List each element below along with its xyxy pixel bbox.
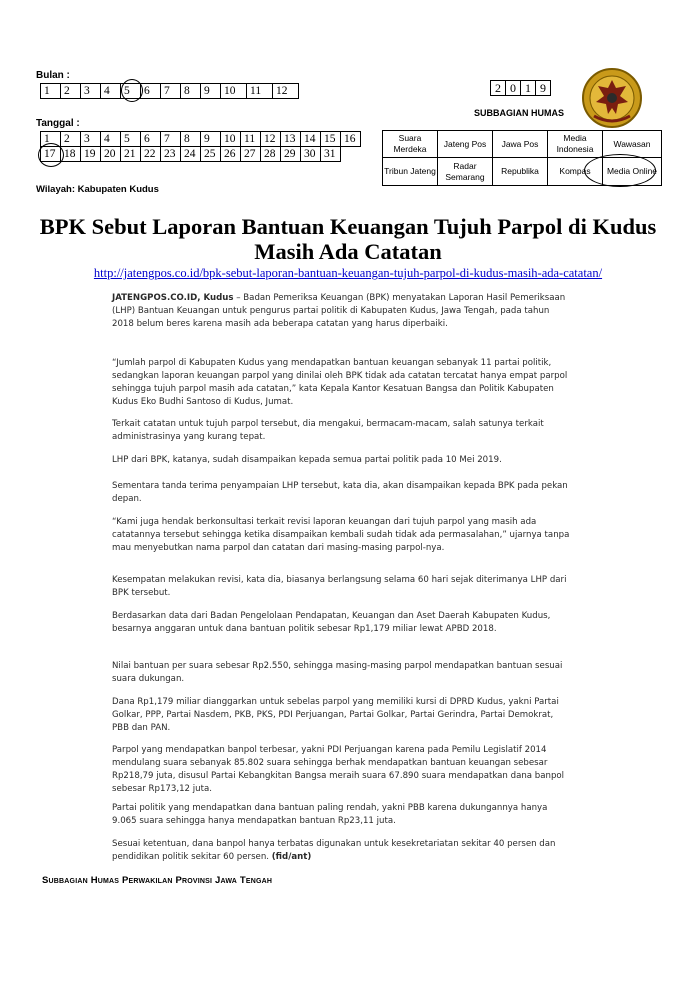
bpk-emblem-icon xyxy=(580,66,644,130)
day-cell: 23 xyxy=(161,147,181,162)
media-cell: Wawasan xyxy=(603,131,662,158)
article-paragraph: Berdasarkan data dari Badan Pengelolaan Pendapatan, Keuangan dan Aset Daerah Kabupaten Kudus, besarnya anggaran untuk dana bantuan politik sebesar Rp1,179 miliar lewat APBD 2018. xyxy=(112,611,551,634)
media-cell: Radar Semarang xyxy=(438,158,493,186)
month-cell: 5 xyxy=(121,84,141,99)
media-cell: Suara Merdeka xyxy=(383,131,438,158)
media-cell: Media Indonesia xyxy=(548,131,603,158)
month-cell: 7 xyxy=(161,84,181,99)
day-cell: 31 xyxy=(321,147,341,162)
article-paragraph: Sesuai ketentuan, dana banpol hanya terbatas digunakan untuk kesekretariatan sekitar 40 persen dan pendidikan politik sekitar 60 persen. (fid/ant) xyxy=(112,839,556,862)
article-paragraph: Terkait catatan untuk tujuh parpol tersebut, dia mengakui, bermacam-macam, salah satunya terkait administrasinya yang kurang tepat. xyxy=(112,419,544,442)
day-cell: 1 xyxy=(41,132,61,147)
day-cell: 26 xyxy=(221,147,241,162)
year-digit: 9 xyxy=(536,81,551,96)
month-cell: 1 xyxy=(41,84,61,99)
media-cell: Media Online xyxy=(603,158,662,186)
article-title: BPK Sebut Laporan Bantuan Keuangan Tujuh Parpol di Kudus Masih Ada Catatan xyxy=(39,214,657,264)
day-cell: 8 xyxy=(181,132,201,147)
subbagian-label: SUBBAGIAN HUMAS xyxy=(474,108,564,118)
day-cell: 14 xyxy=(301,132,321,147)
day-cell: 20 xyxy=(101,147,121,162)
empty-day-cell xyxy=(341,147,361,162)
month-cell: 8 xyxy=(181,84,201,99)
media-cell: Kompas xyxy=(548,158,603,186)
bulan-label: Bulan : xyxy=(36,70,70,81)
article-paragraph: Partai politik yang mendapatkan dana bantuan paling rendah, yakni PBB karena dukungannya hanya 9.065 suara sehingga hanya mendapatkan bantuan Rp23,11 juta. xyxy=(112,803,548,826)
tanggal-label: Tanggal : xyxy=(36,118,80,129)
month-cell: 12 xyxy=(273,84,299,99)
month-cell: 2 xyxy=(61,84,81,99)
day-cell: 29 xyxy=(281,147,301,162)
footer-label: Subbagian Humas Perwakilan Provinsi Jawa Tengah xyxy=(42,875,273,886)
day-cell: 13 xyxy=(281,132,301,147)
year-digit: 2 xyxy=(491,81,506,96)
day-cell: 27 xyxy=(241,147,261,162)
day-cell: 4 xyxy=(101,132,121,147)
day-cell: 16 xyxy=(341,132,361,147)
article-paragraph: LHP dari BPK, katanya, sudah disampaikan kepada semua partai politik pada 10 Mei 2019. xyxy=(112,455,502,465)
month-grid xyxy=(40,83,299,99)
day-cell: 19 xyxy=(81,147,101,162)
day-cell: 11 xyxy=(241,132,261,147)
day-cell: 24 xyxy=(181,147,201,162)
article-paragraph: Dana Rp1,179 miliar dianggarkan untuk sebelas parpol yang memiliki kursi di DPRD Kudus, yakni Partai Golkar, PPP, Partai Nasdem, PKB, PKS, PDI Perjuangan, Partai Golkar, Partai Gerindra, Partai Demokrat, PBB dan PAN. xyxy=(112,697,559,733)
month-cell: 9 xyxy=(201,84,221,99)
year-digit: 1 xyxy=(521,81,536,96)
article-paragraph: Sementara tanda terima penyampaian LHP tersebut, kata dia, akan disampaikan kepada BPK pada pekan depan. xyxy=(112,481,568,504)
media-cell: Republika xyxy=(493,158,548,186)
article-paragraph: “Jumlah parpol di Kabupaten Kudus yang mendapatkan bantuan keuangan sebanyak 11 partai politik, sedangkan laporan keuangan parpol yang dinilai oleh BPK tidak ada catatan tercatat hanya empat parpol sehingga tujuh parpol masih ada catatan,” kata Kepala Kantor Kesatuan Bangsa dan Politik Kabupaten Kudus Eko Budhi Santoso di Kudus, Jumat. xyxy=(112,358,568,407)
selected-day-circle xyxy=(38,143,64,167)
day-cell: 22 xyxy=(141,147,161,162)
day-grid xyxy=(40,131,361,162)
month-cell: 11 xyxy=(247,84,273,99)
month-cell: 4 xyxy=(101,84,121,99)
media-cell: Tribun Jateng xyxy=(383,158,438,186)
day-cell: 7 xyxy=(161,132,181,147)
article-paragraph: Kesempatan melakukan revisi, kata dia, biasanya berlangsung selama 60 hari sejak diterimanya LHP dari BPK tersebut. xyxy=(112,575,567,598)
month-cell: 3 xyxy=(81,84,101,99)
day-cell: 9 xyxy=(201,132,221,147)
day-cell: 10 xyxy=(221,132,241,147)
year-digit: 0 xyxy=(506,81,521,96)
article-paragraph: Parpol yang mendapatkan banpol terbesar, yakni PDI Perjuangan karena pada Pemilu Legislatif 2014 mendulang suara sebanyak 85.802 suara sehingga berhak mendapatkan bantuan keuangan sebesar Rp218,79 juta, disusul Partai Kebangkitan Bangsa meraih suara 67.890 suara mendapatkan dana banpol sebesar Rp173,12 juta. xyxy=(112,745,565,794)
media-cell: Jateng Pos xyxy=(438,131,493,158)
year-box xyxy=(490,80,551,96)
lead-source: JATENGPOS.CO.ID, Kudus xyxy=(112,293,234,303)
day-cell: 6 xyxy=(141,132,161,147)
article-tag: (fid/ant) xyxy=(271,852,312,862)
day-cell: 2 xyxy=(61,132,81,147)
day-cell: 12 xyxy=(261,132,281,147)
month-cell: 10 xyxy=(221,84,247,99)
day-cell: 25 xyxy=(201,147,221,162)
media-cell: Jawa Pos xyxy=(493,131,548,158)
day-cell: 28 xyxy=(261,147,281,162)
selected-month-circle xyxy=(121,79,143,102)
day-cell: 18 xyxy=(61,147,81,162)
day-cell: 3 xyxy=(81,132,101,147)
article-paragraph: Nilai bantuan per suara sebesar Rp2.550, sehingga masing-masing parpol mendapatkan bantuan sesuai suara dukungan. xyxy=(112,661,563,684)
month-cell: 6 xyxy=(141,84,161,99)
day-cell: 17 xyxy=(41,147,61,162)
day-cell: 21 xyxy=(121,147,141,162)
day-cell: 5 xyxy=(121,132,141,147)
article-url[interactable]: http://jatengpos.co.id/bpk-sebut-laporan-bantuan-keuangan-tujuh-parpol-di-kudus-masih-ada-catatan/ xyxy=(93,266,603,280)
selected-media-circle xyxy=(584,154,656,187)
wilayah-label: Wilayah: Kabupaten Kudus xyxy=(36,184,159,195)
article-paragraph: “Kami juga hendak berkonsultasi terkait revisi laporan keuangan dari tujuh parpol yang masih ada catatannya tersebut sehingga ketika disampaikan kembali sudah tidak ada permasalahan,” ujarnya tanpa mau menyebutkan nama parpol dan catatan dari masing-masing parpol-nya. xyxy=(112,517,570,553)
day-cell: 30 xyxy=(301,147,321,162)
day-cell: 15 xyxy=(321,132,341,147)
article-paragraph: JATENGPOS.CO.ID, Kudus – Badan Pemeriksa Keuangan (BPK) menyatakan Laporan Hasil Pemeriksaan (LHP) Bantuan Keuangan untuk pengurus partai politik di Kabupaten Kudus, Jawa Tengah, pada tahun 2018 belum beres karena masih ada beberapa catatan yang harus diperbaiki. xyxy=(112,293,566,329)
